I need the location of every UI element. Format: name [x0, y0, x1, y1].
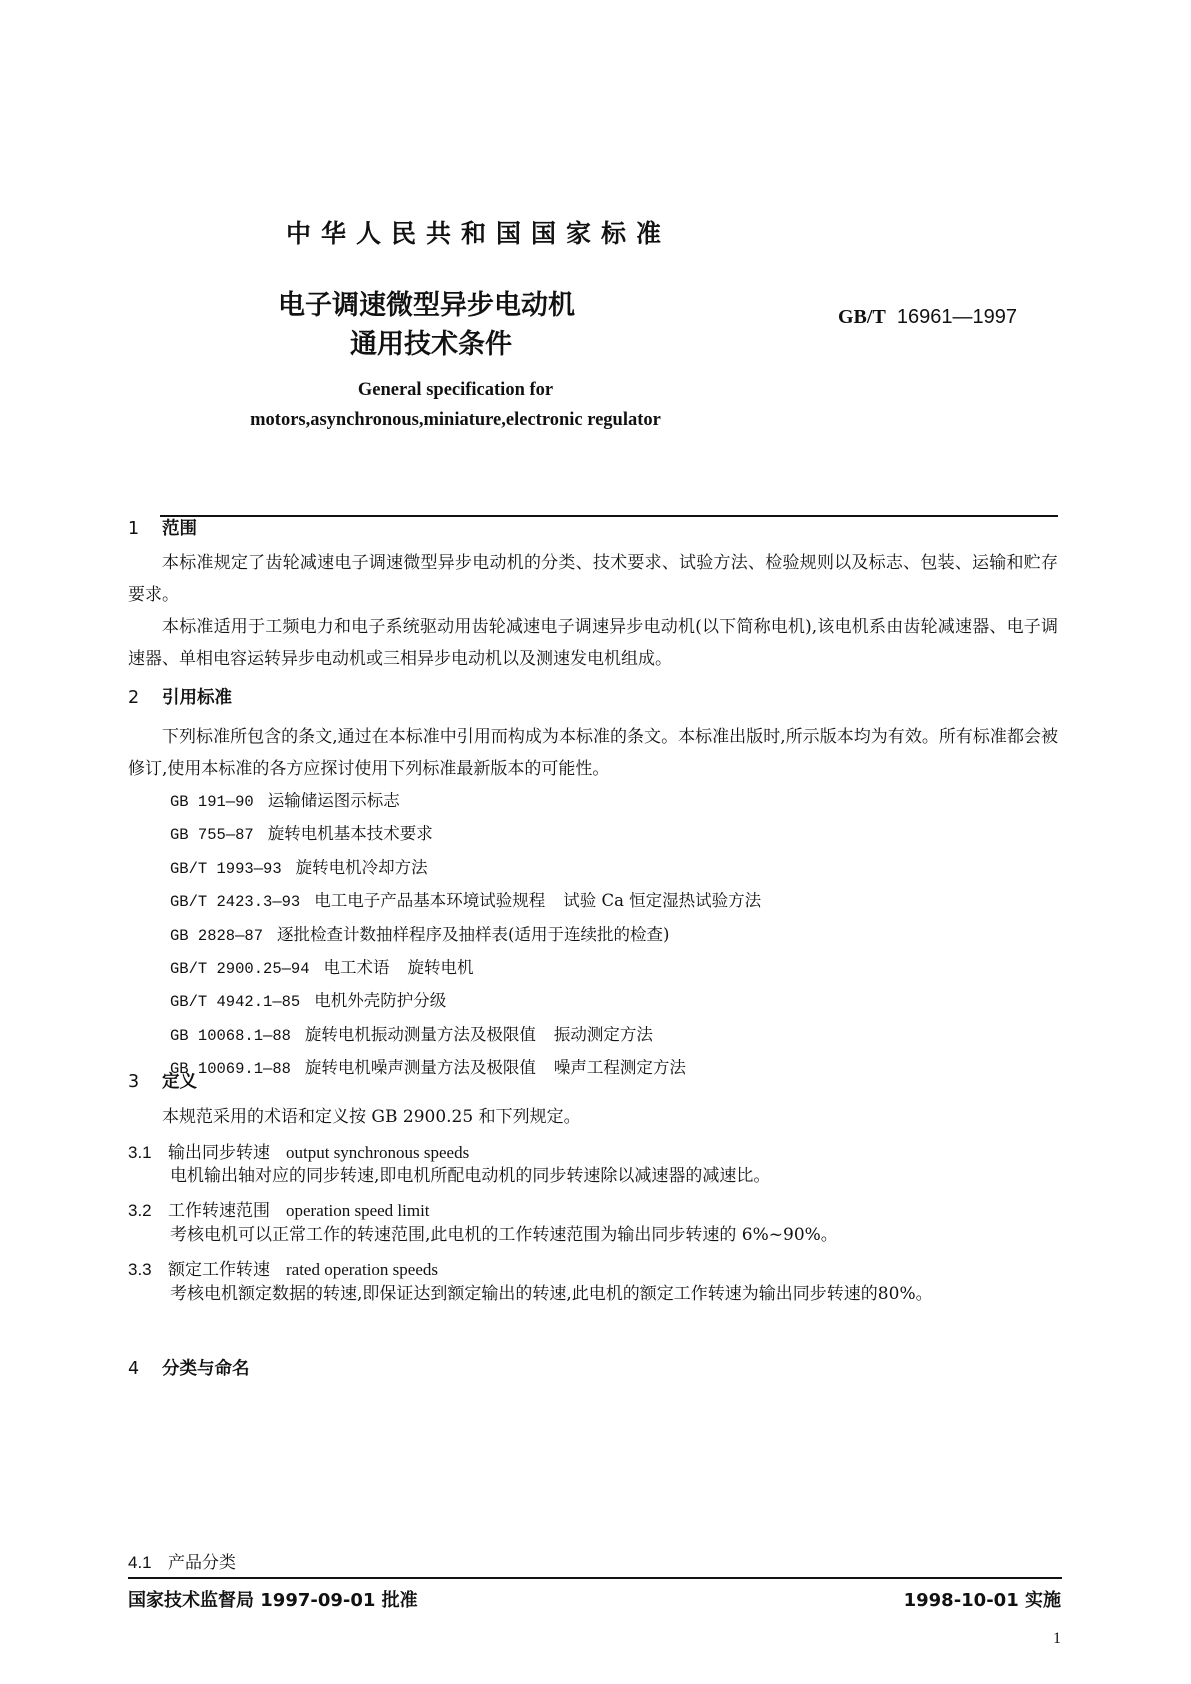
- section-title: 定义: [162, 1072, 197, 1092]
- english-title-line-2: motors,asynchronous,miniature,electronic regulator: [250, 410, 661, 430]
- ref-title: 电工电子产品基本环境试验规程: [314, 891, 546, 911]
- header-divider: [160, 515, 1058, 517]
- section-number: 2: [128, 688, 140, 708]
- section-1-paragraph-1: 本标准规定了齿轮减速电子调速微型异步电动机的分类、技术要求、试验方法、检验规则以及标志、包装、运输和贮存要求。: [128, 553, 1058, 605]
- ref-subtitle: 噪声工程测定方法: [553, 1058, 686, 1078]
- definition-number: 3.2: [128, 1201, 152, 1220]
- section-3-heading: [128, 1068, 197, 1093]
- ref-title: 运输储运图示标志: [267, 791, 400, 810]
- section-title: 引用标准: [162, 688, 232, 708]
- section-title: 分类与命名: [162, 1359, 250, 1379]
- english-title-line-1: General specification for: [357, 380, 554, 400]
- definition-3-1-heading: [128, 1138, 469, 1163]
- list-item: [170, 1019, 761, 1052]
- ref-title: 电工术语: [323, 958, 390, 978]
- list-item: [170, 852, 761, 885]
- subsection-title: 产品分类: [168, 1553, 236, 1573]
- definition-3-3-body: 考核电机额定数据的转速,即保证达到额定输出的转速,此电机的额定工作转速为输出同步转速的80%。: [170, 1284, 933, 1304]
- ref-subtitle: 旋转电机: [407, 958, 474, 978]
- standard-prefix: GB/T: [838, 306, 886, 328]
- ref-code: GB/T 2423.3—93: [170, 893, 301, 912]
- standard-number: [838, 306, 1017, 329]
- ref-subtitle: 振动测定方法: [553, 1024, 653, 1044]
- list-item: [170, 919, 761, 952]
- ref-subtitle: 试验 Ca 恒定湿热试验方法: [563, 891, 762, 911]
- list-item: [170, 952, 761, 985]
- referenced-standards-list: [170, 785, 761, 1086]
- definition-number: 3.1: [128, 1143, 152, 1162]
- section-2-heading: [128, 684, 232, 709]
- ref-code: GB 10068.1—88: [170, 1026, 291, 1045]
- ref-title: 旋转电机噪声测量方法及极限值: [304, 1058, 536, 1078]
- section-1-paragraph-2: 本标准适用于工频电力和电子系统驱动用齿轮减速电子调速异步电动机(以下简称电机),该电机系由齿轮减速器、电子调速器、单相电容运转异步电动机或三相异步电动机以及测速发电机组成。: [128, 617, 1058, 669]
- section-4-heading: [128, 1355, 250, 1380]
- subsection-4-1-heading: [128, 1548, 236, 1573]
- definition-3-2-body: 考核电机可以正常工作的转速范围,此电机的工作转速范围为输出同步转速的 6%~90%。: [170, 1225, 838, 1245]
- ref-code: GB/T 2900.25—94: [170, 960, 310, 979]
- definition-term-en: rated operation speeds: [286, 1260, 438, 1279]
- list-item: [170, 818, 761, 851]
- page-number: 1: [1053, 1630, 1061, 1647]
- section-number: 3: [128, 1072, 140, 1092]
- section-2-paragraph-1: 下列标准所包含的条文,通过在本标准中引用而构成为本标准的条文。本标准出版时,所示版本均为有效。所有标准都会被修订,使用本标准的各方应探讨使用下列标准最新版本的可能性。: [128, 727, 1058, 779]
- ref-title: 电机外壳防护分级: [314, 991, 447, 1011]
- list-item: [170, 985, 761, 1018]
- section-3-intro: 本规范采用的术语和定义按 GB 2900.25 和下列规定。: [162, 1107, 581, 1127]
- footer-divider: [128, 1577, 1062, 1579]
- section-number: 1: [128, 519, 140, 539]
- title-line-1: 电子调速微型异步电动机: [278, 290, 575, 321]
- ref-title: 旋转电机冷却方法: [295, 857, 428, 877]
- definition-term: 额定工作转速: [168, 1260, 270, 1280]
- definition-term-en: output synchronous speeds: [286, 1143, 470, 1162]
- section-1-heading: [128, 515, 197, 540]
- ref-code: GB 191—90: [170, 793, 254, 811]
- implementation-line: 1998-10-01 实施: [903, 1590, 1061, 1611]
- list-item: [170, 1052, 761, 1085]
- section-title: 范围: [162, 519, 197, 539]
- ref-code: GB 755—87: [170, 826, 254, 845]
- definition-term-en: operation speed limit: [286, 1201, 430, 1220]
- definition-number: 3.3: [128, 1260, 152, 1279]
- ref-code: GB 2828—87: [170, 926, 264, 945]
- ref-code: GB/T 1993—93: [170, 859, 282, 878]
- definition-3-1-body: 电机输出轴对应的同步转速,即电机所配电动机的同步转速除以减速器的减速比。: [170, 1166, 771, 1186]
- ref-title: 逐批检查计数抽样程序及抽样表(适用于连续批的检查): [277, 924, 670, 944]
- list-item: [170, 785, 761, 818]
- definition-3-3-heading: [128, 1255, 438, 1280]
- ref-code: GB 10069.1—88: [170, 1060, 291, 1079]
- approval-line: 国家技术监督局 1997-09-01 批准: [128, 1590, 418, 1611]
- title-line-2: 通用技术条件: [350, 329, 512, 360]
- section-number: 4: [128, 1359, 140, 1379]
- definition-term: 工作转速范围: [168, 1201, 270, 1221]
- subsection-number: 4.1: [128, 1553, 152, 1572]
- national-standard-heading: 中华人民共和国国家标准: [286, 219, 672, 248]
- standard-code: 16961—1997: [896, 306, 1018, 328]
- ref-code: GB/T 4942.1—85: [170, 993, 301, 1012]
- ref-title: 旋转电机振动测量方法及极限值: [304, 1024, 536, 1044]
- ref-title: 旋转电机基本技术要求: [267, 824, 433, 844]
- definition-term: 输出同步转速: [168, 1143, 270, 1163]
- list-item: [170, 885, 761, 918]
- definition-3-2-heading: [128, 1196, 430, 1221]
